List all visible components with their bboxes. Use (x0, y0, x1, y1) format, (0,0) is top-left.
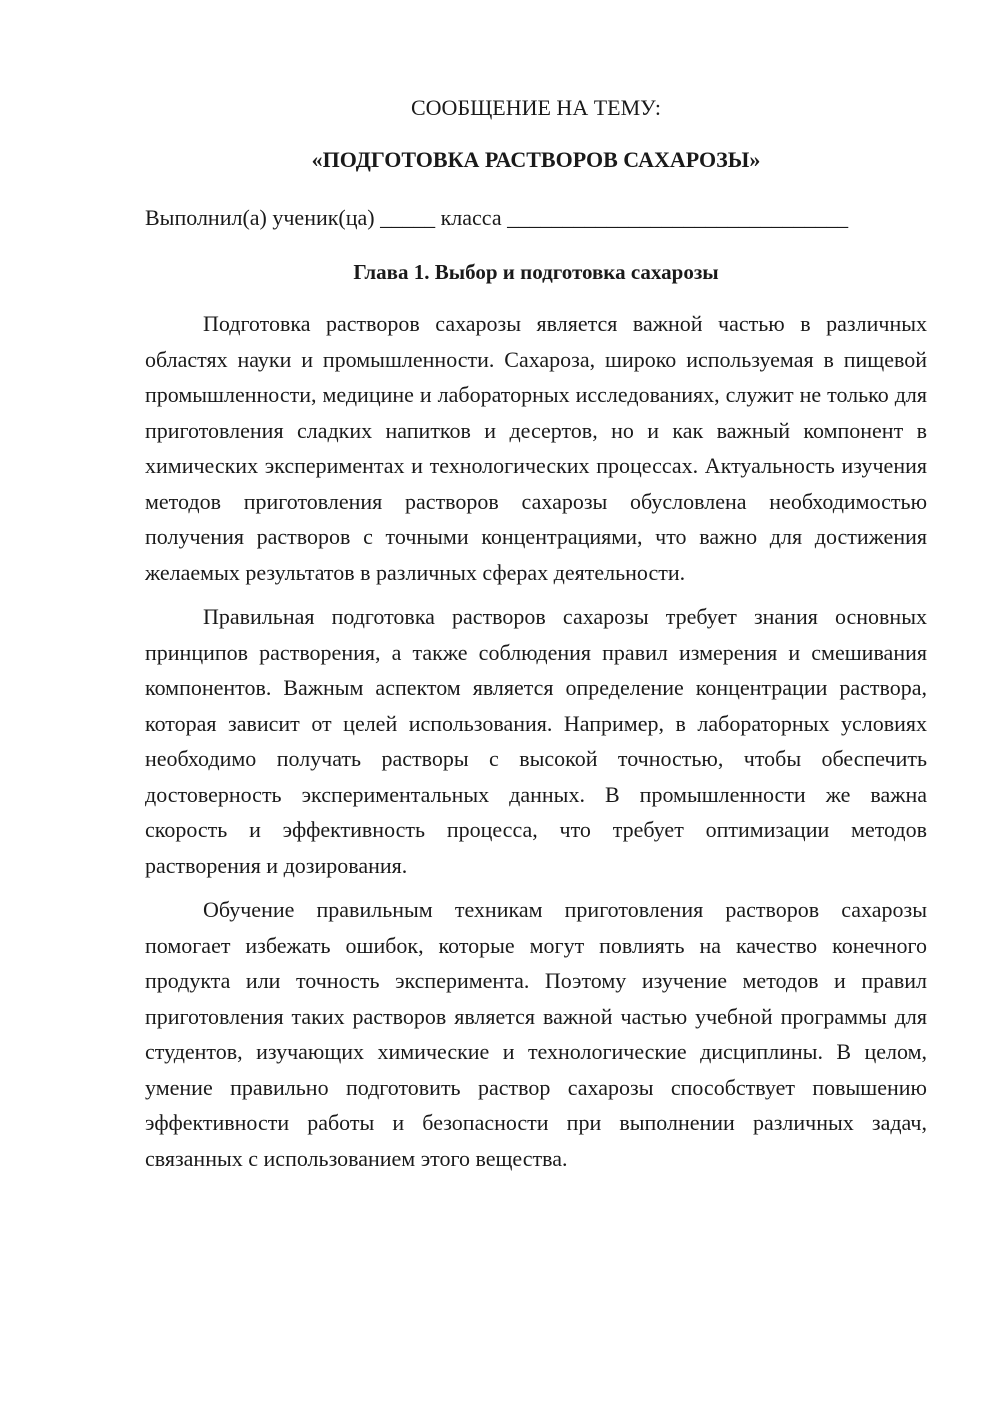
paragraph-2: Правильная подготовка растворов сахарозы требует знания основных принципов растворения, а также соблюдения правил измерения и смешивания компонентов. Важным аспектом является определение концентрации раствора, которая зависит от целей использования. Например, в лабораторных условиях необходимо получать растворы с высокой точностью, чтобы обеспечить достоверность экспериментальных данных. В промышленности же важна скорость и эффективность процесса, что требует оптимизации методов растворения и дозирования. (145, 604, 927, 878)
subject-line: СООБЩЕНИЕ НА ТЕМУ: (411, 95, 661, 120)
paragraph-1: Подготовка растворов сахарозы является важной частью в различных областях науки и промышленности. Сахароза, широко используемая в пищевой промышленности, медицине и лабораторных исследованиях, служит не только для приготовления сладких напитков и десертов, но и как важный компонент в химических экспериментах и технологических процессах. Актуальность изучения методов приготовления растворов сахарозы обусловлена необходимостью получения растворов с точными концентрациями, что важно для достижения желаемых результатов в различных сферах деятельности. (145, 311, 927, 585)
student-info-line: Выполнил(а) ученик(ца) _____ класса _______________________________ (145, 205, 849, 230)
paragraph-3: Обучение правильным техникам приготовления растворов сахарозы помогает избежать ошибок, которые могут повлиять на качество конечного продукта или точность эксперимента. Поэтому изучение методов и правил приготовления таких растворов является важной частью учебной программы для студентов, изучающих химические и технологические дисциплины. В целом, умение правильно подготовить раствор сахарозы способствует повышению эффективности работы и безопасности при выполнении различных задач, связанных с использованием этого вещества. (145, 897, 927, 1171)
chapter-heading: Глава 1. Выбор и подготовка сахарозы (353, 260, 719, 284)
document-title: «ПОДГОТОВКА РАСТВОРОВ САХАРОЗЫ» (311, 147, 761, 172)
document-page (145, 92, 927, 1176)
